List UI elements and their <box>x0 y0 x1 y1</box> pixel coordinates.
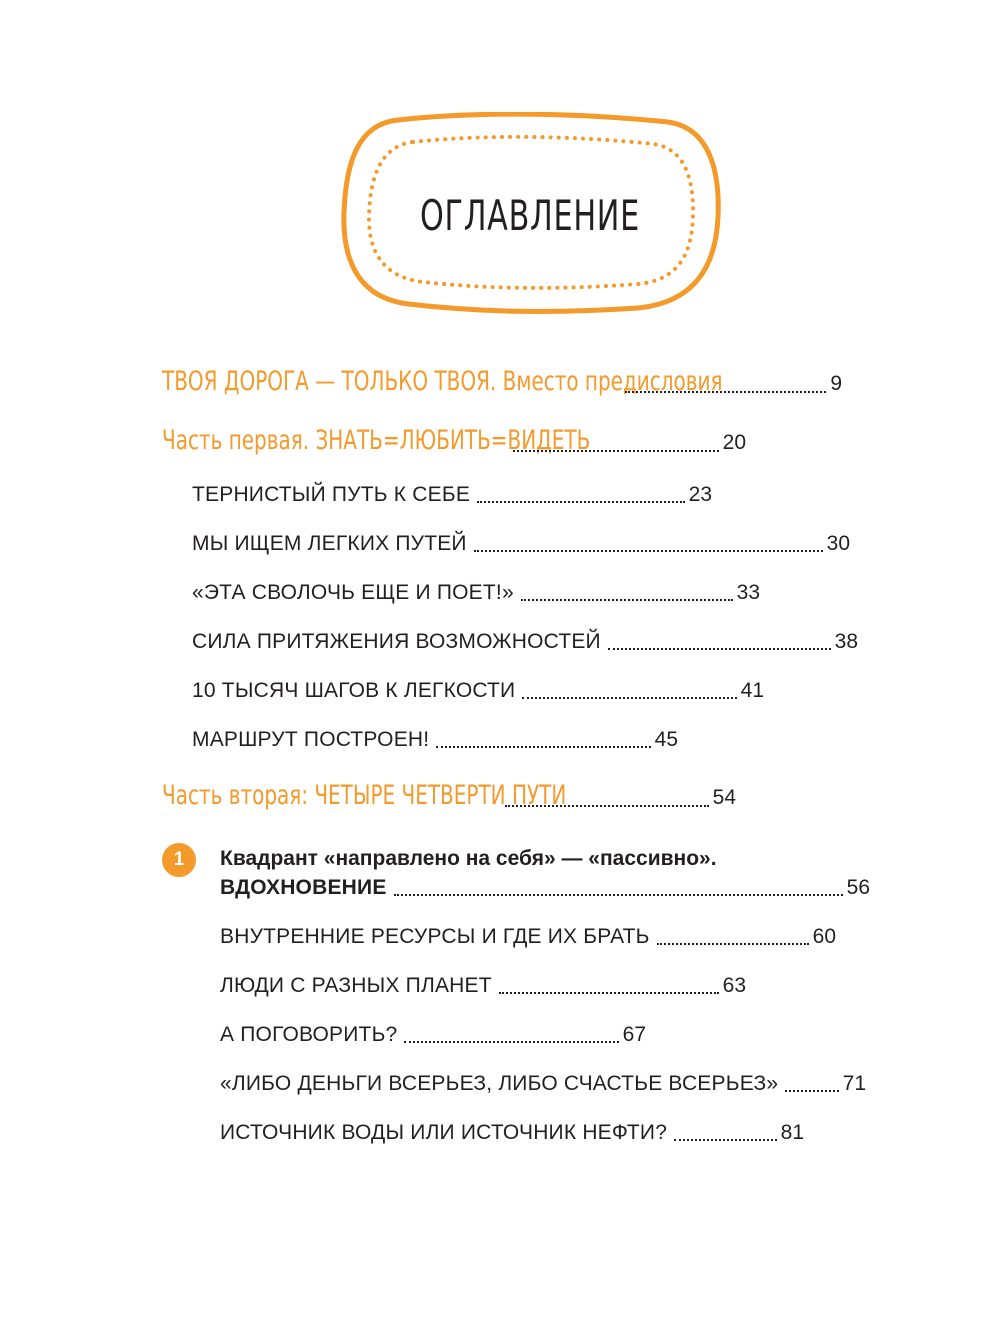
dot-leader <box>505 805 709 807</box>
dot-leader <box>785 1090 838 1092</box>
toc-row-label: ВДОХНОВЕНИЕ <box>220 876 387 899</box>
toc-row-quadrant[interactable] <box>220 876 870 900</box>
dot-leader <box>499 992 719 994</box>
dot-leader <box>394 894 843 896</box>
toc-row[interactable] <box>220 974 746 998</box>
page-number: 30 <box>826 532 850 555</box>
page-number: 67 <box>622 1023 646 1046</box>
dot-leader <box>522 697 736 699</box>
title-frame <box>338 112 722 314</box>
toc-row-label: Часть первая. ЗНАТЬ=ЛЮБИТЬ=ВИДЕТЬ <box>162 425 591 456</box>
page-number: 81 <box>780 1121 804 1144</box>
quadrant-number-badge: 1 <box>162 843 196 877</box>
page-number: 56 <box>846 876 870 899</box>
toc-row-part-2[interactable] <box>162 780 736 811</box>
page-number: 38 <box>834 630 858 653</box>
page-number: 9 <box>830 372 842 395</box>
toc-row-label: «ЭТА СВОЛОЧЬ ЕЩЕ И ПОЕТ!» <box>192 581 514 604</box>
page-number: 45 <box>654 728 678 751</box>
toc-row[interactable] <box>220 1121 804 1145</box>
toc-row-label: А ПОГОВОРИТЬ? <box>220 1023 398 1046</box>
dot-leader <box>521 599 733 601</box>
dot-leader <box>608 648 831 650</box>
page-number: 71 <box>842 1072 866 1095</box>
toc-row[interactable] <box>192 483 712 507</box>
toc-row-label: «ЛИБО ДЕНЬГИ ВСЕРЬЕЗ, ЛИБО СЧАСТЬЕ ВСЕРЬЕЗ» <box>220 1072 779 1095</box>
toc-row-label: ИСТОЧНИК ВОДЫ ИЛИ ИСТОЧНИК НЕФТИ? <box>220 1121 668 1144</box>
toc-row-label: ТЕРНИСТЫЙ ПУТЬ К СЕБЕ <box>192 483 471 506</box>
dot-leader <box>513 450 719 452</box>
toc-row-part-1[interactable] <box>162 425 746 456</box>
toc-row-label: МЫ ИЩЕМ ЛЕГКИХ ПУТЕЙ <box>192 532 467 555</box>
toc-row-label: ЛЮДИ С РАЗНЫХ ПЛАНЕТ <box>220 974 492 997</box>
toc-row[interactable] <box>192 679 764 703</box>
page-number: 20 <box>722 431 746 454</box>
dot-leader <box>474 550 823 552</box>
page-title: ОГЛАВЛЕНИЕ <box>420 190 640 240</box>
dot-leader <box>657 943 809 945</box>
dot-leader <box>436 746 650 748</box>
toc-row[interactable] <box>192 532 850 556</box>
dot-leader <box>477 501 685 503</box>
dot-leader <box>674 1139 777 1141</box>
dot-leader <box>404 1041 618 1043</box>
toc-row[interactable] <box>220 1023 646 1047</box>
toc-row-label: ТВОЯ ДОРОГА — ТОЛЬКО ТВОЯ. Вместо предисловия <box>162 366 723 397</box>
toc-row[interactable] <box>220 925 836 949</box>
page-number: 41 <box>740 679 764 702</box>
toc-row-label: 10 ТЫСЯЧ ШАГОВ К ЛЕГКОСТИ <box>192 679 516 702</box>
toc-row[interactable] <box>220 1072 866 1096</box>
dot-leader <box>625 391 826 393</box>
toc-row-preface[interactable] <box>162 366 842 397</box>
toc-row-label: Часть вторая: ЧЕТЫРЕ ЧЕТВЕРТИ ПУТИ <box>162 780 567 811</box>
toc-row[interactable] <box>192 630 858 654</box>
toc-row-label: ВНУТРЕННИЕ РЕСУРСЫ И ГДЕ ИХ БРАТЬ <box>220 925 650 948</box>
toc-row[interactable] <box>192 728 678 752</box>
toc-row-label: СИЛА ПРИТЯЖЕНИЯ ВОЗМОЖНОСТЕЙ <box>192 630 601 653</box>
quadrant-title: Квадрант «направлено на себя» — «пассивно». <box>220 847 717 870</box>
page-number: 60 <box>812 925 836 948</box>
page-number: 54 <box>712 786 736 809</box>
toc-row-label: МАРШРУТ ПОСТРОЕН! <box>192 728 430 751</box>
toc-row[interactable] <box>192 581 760 605</box>
page-number: 33 <box>736 581 760 604</box>
page-number: 63 <box>722 974 746 997</box>
page-number: 23 <box>688 483 712 506</box>
